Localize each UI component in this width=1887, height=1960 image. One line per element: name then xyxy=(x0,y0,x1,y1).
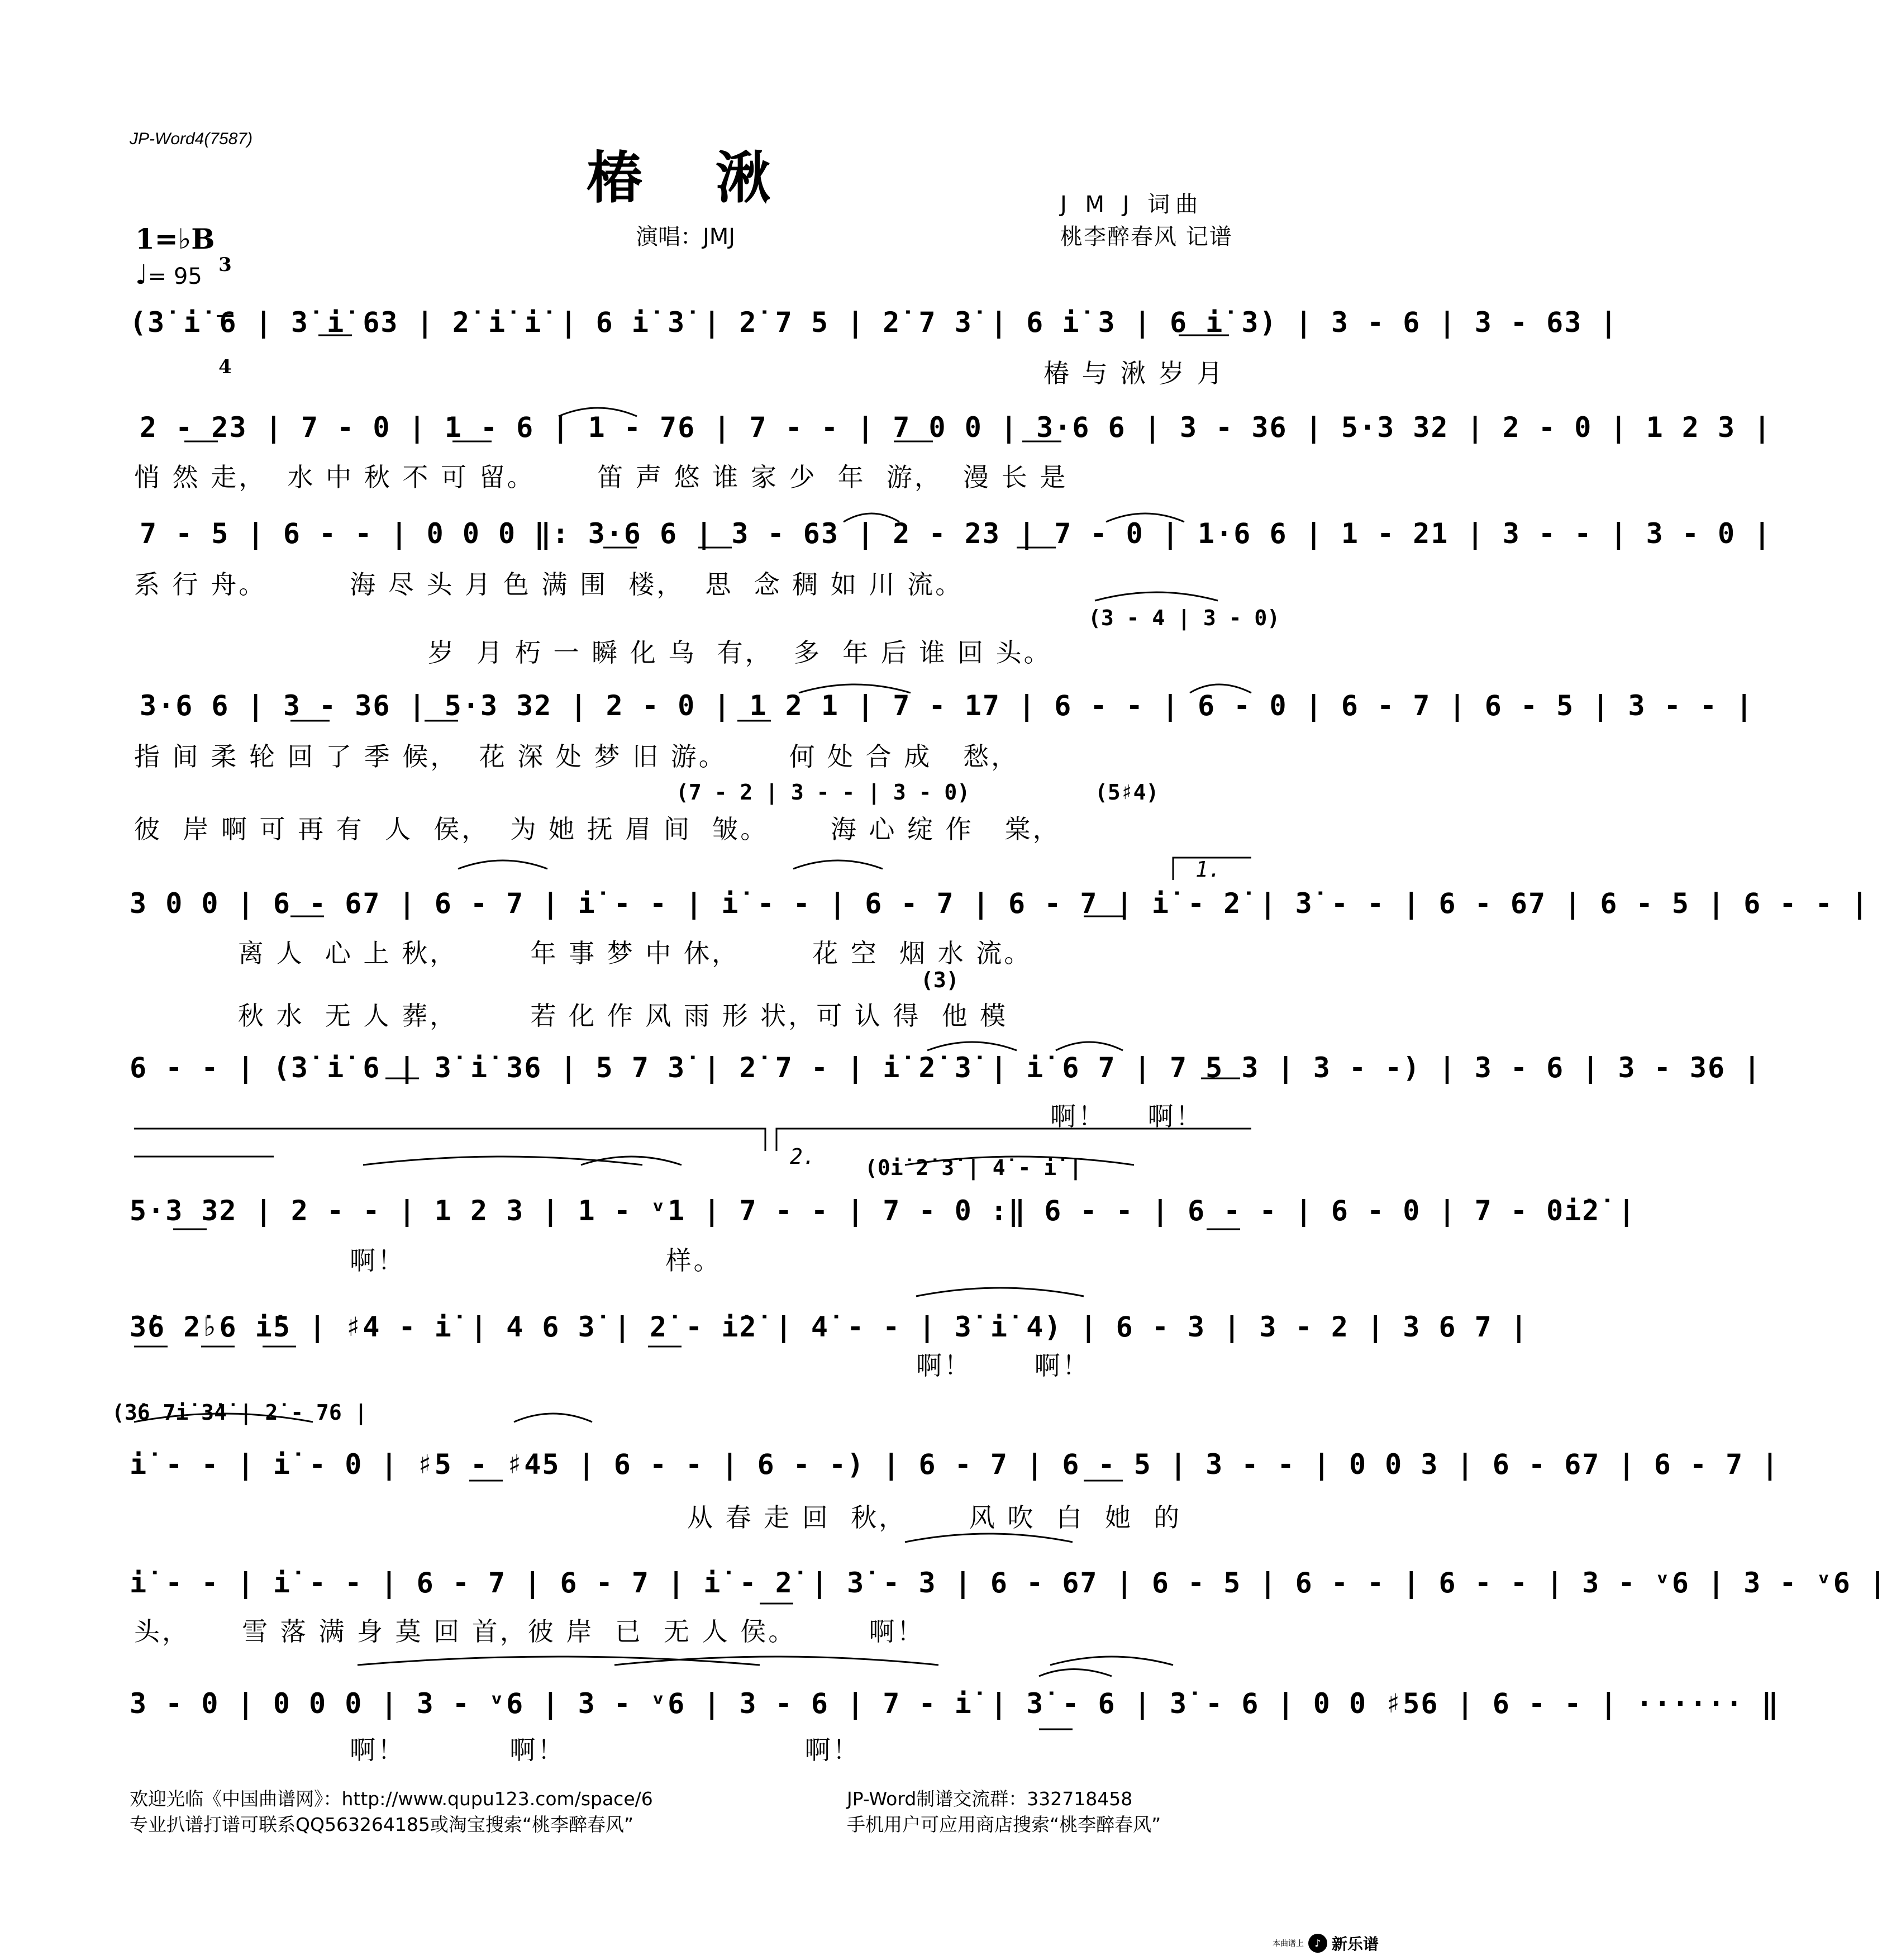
lyric-line-11: 啊！ 啊！ 啊！ xyxy=(350,1735,861,1765)
score-line-3: 7 - 5 | 6 - - | 0 0 0 ‖: 3·6 6 | 3 - 63 | 2 - 23 | 7 - 0 | 1·6 6 | 1 - 21 | 3 - - | 3 - 0 | xyxy=(140,517,1772,550)
tie-arc xyxy=(1039,1669,1112,1677)
tie-arc xyxy=(905,1534,1073,1542)
brand-small-text: 本曲谱上 xyxy=(1272,1939,1304,1948)
alternate-notes: (3̇6 7i̇ 3̇4̇ | 2̇ - 76 | xyxy=(112,1400,368,1425)
lyric-line-10: 头， 雪 落 满 身 莫 回 首，彼 岸 已 无 人 侯。 啊！ xyxy=(134,1616,925,1647)
tie-arc xyxy=(1095,592,1218,601)
alternate-notes: (3 - 4 | 3 - 0) xyxy=(1088,606,1280,630)
tie-arc xyxy=(1050,1657,1173,1665)
lyric-line-3b: 岁 月 朽 一 瞬 化 乌 有， 多 年 后 谁 回 头。 xyxy=(428,638,1052,668)
brand-disc-icon: ♪ xyxy=(1308,1934,1327,1953)
software-label: JP-Word4(7587) xyxy=(130,130,253,148)
lyric-line-3a: 系 行 舟。 海 尽 头 月 色 满 围 楼， 思 念 稠 如 川 流。 xyxy=(134,569,964,600)
score-line-8: 3̇6 2̇♭6 i̇5 | ♯4 - i̇ | 4 6 3̇ | 2̇ - i̇2̇ | 4̇ - - | 3̇ i̇ 4) | 6 - 3 | 3 - 2 | 3 6 7 | xyxy=(130,1311,1528,1343)
tie-arc xyxy=(793,860,883,869)
page-title: 椿湫 xyxy=(587,145,844,211)
tie-arc xyxy=(1056,1042,1123,1050)
score-line-1: (3̇ i̇ 6 | 3̇ i̇ 63 | 2̇ i̇ i̇ | 6 i̇ 3̇ | 2̇ 7 5 | 2̇ 7 3̇ | 6 i̇ 3 | 6 i̇ 3) | 3 - 6 | 3 - 63 | xyxy=(130,306,1618,339)
score-line-5: 3 0 0 | 6 - 67 | 6 - 7 | i̇ - - | i̇ - - | 6 - 7 | 6 - 7 | i̇ - 2̇ | 3̇ - - | 6 - 67 | 6 - 5 | 6 - - | xyxy=(130,887,1869,920)
brand-name: 新乐谱 xyxy=(1331,1935,1379,1953)
lyric-line-6: 啊！ 啊！ xyxy=(1050,1101,1204,1131)
quarter-note-icon: ♩ xyxy=(135,259,148,291)
meter-bottom: 4 xyxy=(218,356,232,378)
volta-1-line xyxy=(134,1129,765,1151)
volta-1-label: 1. xyxy=(1195,857,1221,882)
tie-arc xyxy=(927,1042,1017,1050)
score-line-6: 6 - - | (3̇ i̇ 6 | 3̇ i̇ 36 | 5 7 3̇ | 2̇ 7 - | i̇ 2̇ 3̇ | i̇ 6 7 | 7 5 3 | 3 - -) | 3 - 6 | 3 - 36 | xyxy=(130,1052,1762,1084)
score-line-11: 3 - 0 | 0 0 0 | 3 - ᵛ6 | 3 - ᵛ6 | 3 - 6 | 7 - i̇ | 3̇ - 6 | 3̇ - 6 | 0 0 ♯56 | 6 - - | ······ ‖ xyxy=(130,1687,1780,1720)
lyric-line-8: 啊！ 啊！ xyxy=(916,1350,1090,1381)
volta-2-label: 2. xyxy=(790,1144,816,1169)
tie-arc xyxy=(614,1657,938,1665)
lyric-line-1: 椿 与 湫 岁 月 xyxy=(1043,358,1225,388)
lyric-line-7: 啊！ 样。 xyxy=(350,1245,722,1276)
lyric-line-4b: 彼 岸 啊 可 再 有 人 侯， 为 她 抚 眉 间 皱。 海 心 绽 作 棠， xyxy=(134,814,1061,844)
alternate-notes: (0i̇ 2̇ 3̇ | 4̇ - i̇ | xyxy=(865,1155,1082,1180)
score-line-7: 5·3 32 | 2 - - | 1 2 3 | 1 - ᵛ1 | 7 - - | 7 - 0 :‖ 6 - - | 6 - - | 6 - 0 | 7 - 0i̇2̇ | xyxy=(130,1195,1636,1227)
footer-contact: 专业扒谱打谱可联系QQ563264185或淘宝搜索“桃李醉春风” xyxy=(130,1814,634,1835)
lyric-line-5b: 秋 水 无 人 葬， 若 化 作 风 雨 形 状，可 认 得 他 模 xyxy=(238,1001,1008,1031)
alternate-notes: (3) xyxy=(921,968,959,992)
notator-credit: 桃李醉春风 记谱 xyxy=(1060,224,1233,250)
key-signature: 1=♭B xyxy=(135,222,215,255)
tie-arc xyxy=(514,1414,592,1422)
brand-logo xyxy=(1273,1932,1379,1954)
singer-credit: 演唱：JMJ xyxy=(636,224,736,250)
footer-app-note: 手机用户可应用商店搜索“桃李醉春风” xyxy=(847,1814,1161,1835)
score-line-10: i̇ - - | i̇ - - | 6 - 7 | 6 - 7 | i̇ - 2̇ | 3̇ - 3 | 6 - 67 | 6 - 5 | 6 - - | 6 - - | 3 - ᵛ6 | 3 - ᵛ6 | xyxy=(130,1567,1887,1599)
lyric-line-4a: 指 间 柔 轮 回 了 季 候， 花 深 处 梦 旧 游。 何 处 合 成 愁， xyxy=(134,741,1019,772)
tie-arc xyxy=(363,1157,642,1165)
footer-group: JP-Word制谱交流群：332718458 xyxy=(847,1788,1133,1810)
alternate-notes: (7 - 2 | 3 - - | 3 - 0) xyxy=(676,780,970,805)
tempo-value: = 95 xyxy=(147,264,202,289)
tie-arc xyxy=(916,1288,1084,1296)
lyric-line-5a: 离 人 心 上 秋， 年 事 梦 中 休， 花 空 烟 水 流。 xyxy=(238,938,1032,968)
lyric-line-2: 悄 然 走， 水 中 秋 不 可 留。 笛 声 悠 谁 家 少 年 游， 漫 长 是 xyxy=(134,462,1068,492)
alternate-notes: (5♯4) xyxy=(1095,780,1159,805)
score-line-4: 3·6 6 | 3 - 36 | 5·3 32 | 2 - 0 | 1 2 1 | 7 - 17 | 6 - - | 6 - 0 | 6 - 7 | 6 - 5 | 3 - - | xyxy=(140,689,1754,722)
score-line-2: 2 - 23 | 7 - 0 | 1 - 6 | 1 - 76 | 7 - - | 7 0 0 | 3·6 6 | 3 - 36 | 5·3 32 | 2 - 0 | 1 2 3 | xyxy=(140,411,1772,444)
tie-arc xyxy=(458,860,547,869)
composer-credit: J M J 词曲 xyxy=(1060,192,1204,217)
score-line-9: i̇ - - | i̇ - 0 | ♯5 - ♯45 | 6 - - | 6 - -) | 6 - 7 | 6 - 5 | 3 - - | 0 0 3 | 6 - 67 | 6 - 7 | xyxy=(130,1448,1780,1481)
meter-top: 3 xyxy=(218,254,232,276)
lyric-line-9: 从 春 走 回 秋， 风 吹 白 她 的 xyxy=(687,1502,1182,1533)
footer-site-link[interactable]: 欢迎光临《中国曲谱网》：http://www.qupu123.com/space/6 xyxy=(130,1788,653,1810)
tempo-marking xyxy=(135,259,202,291)
